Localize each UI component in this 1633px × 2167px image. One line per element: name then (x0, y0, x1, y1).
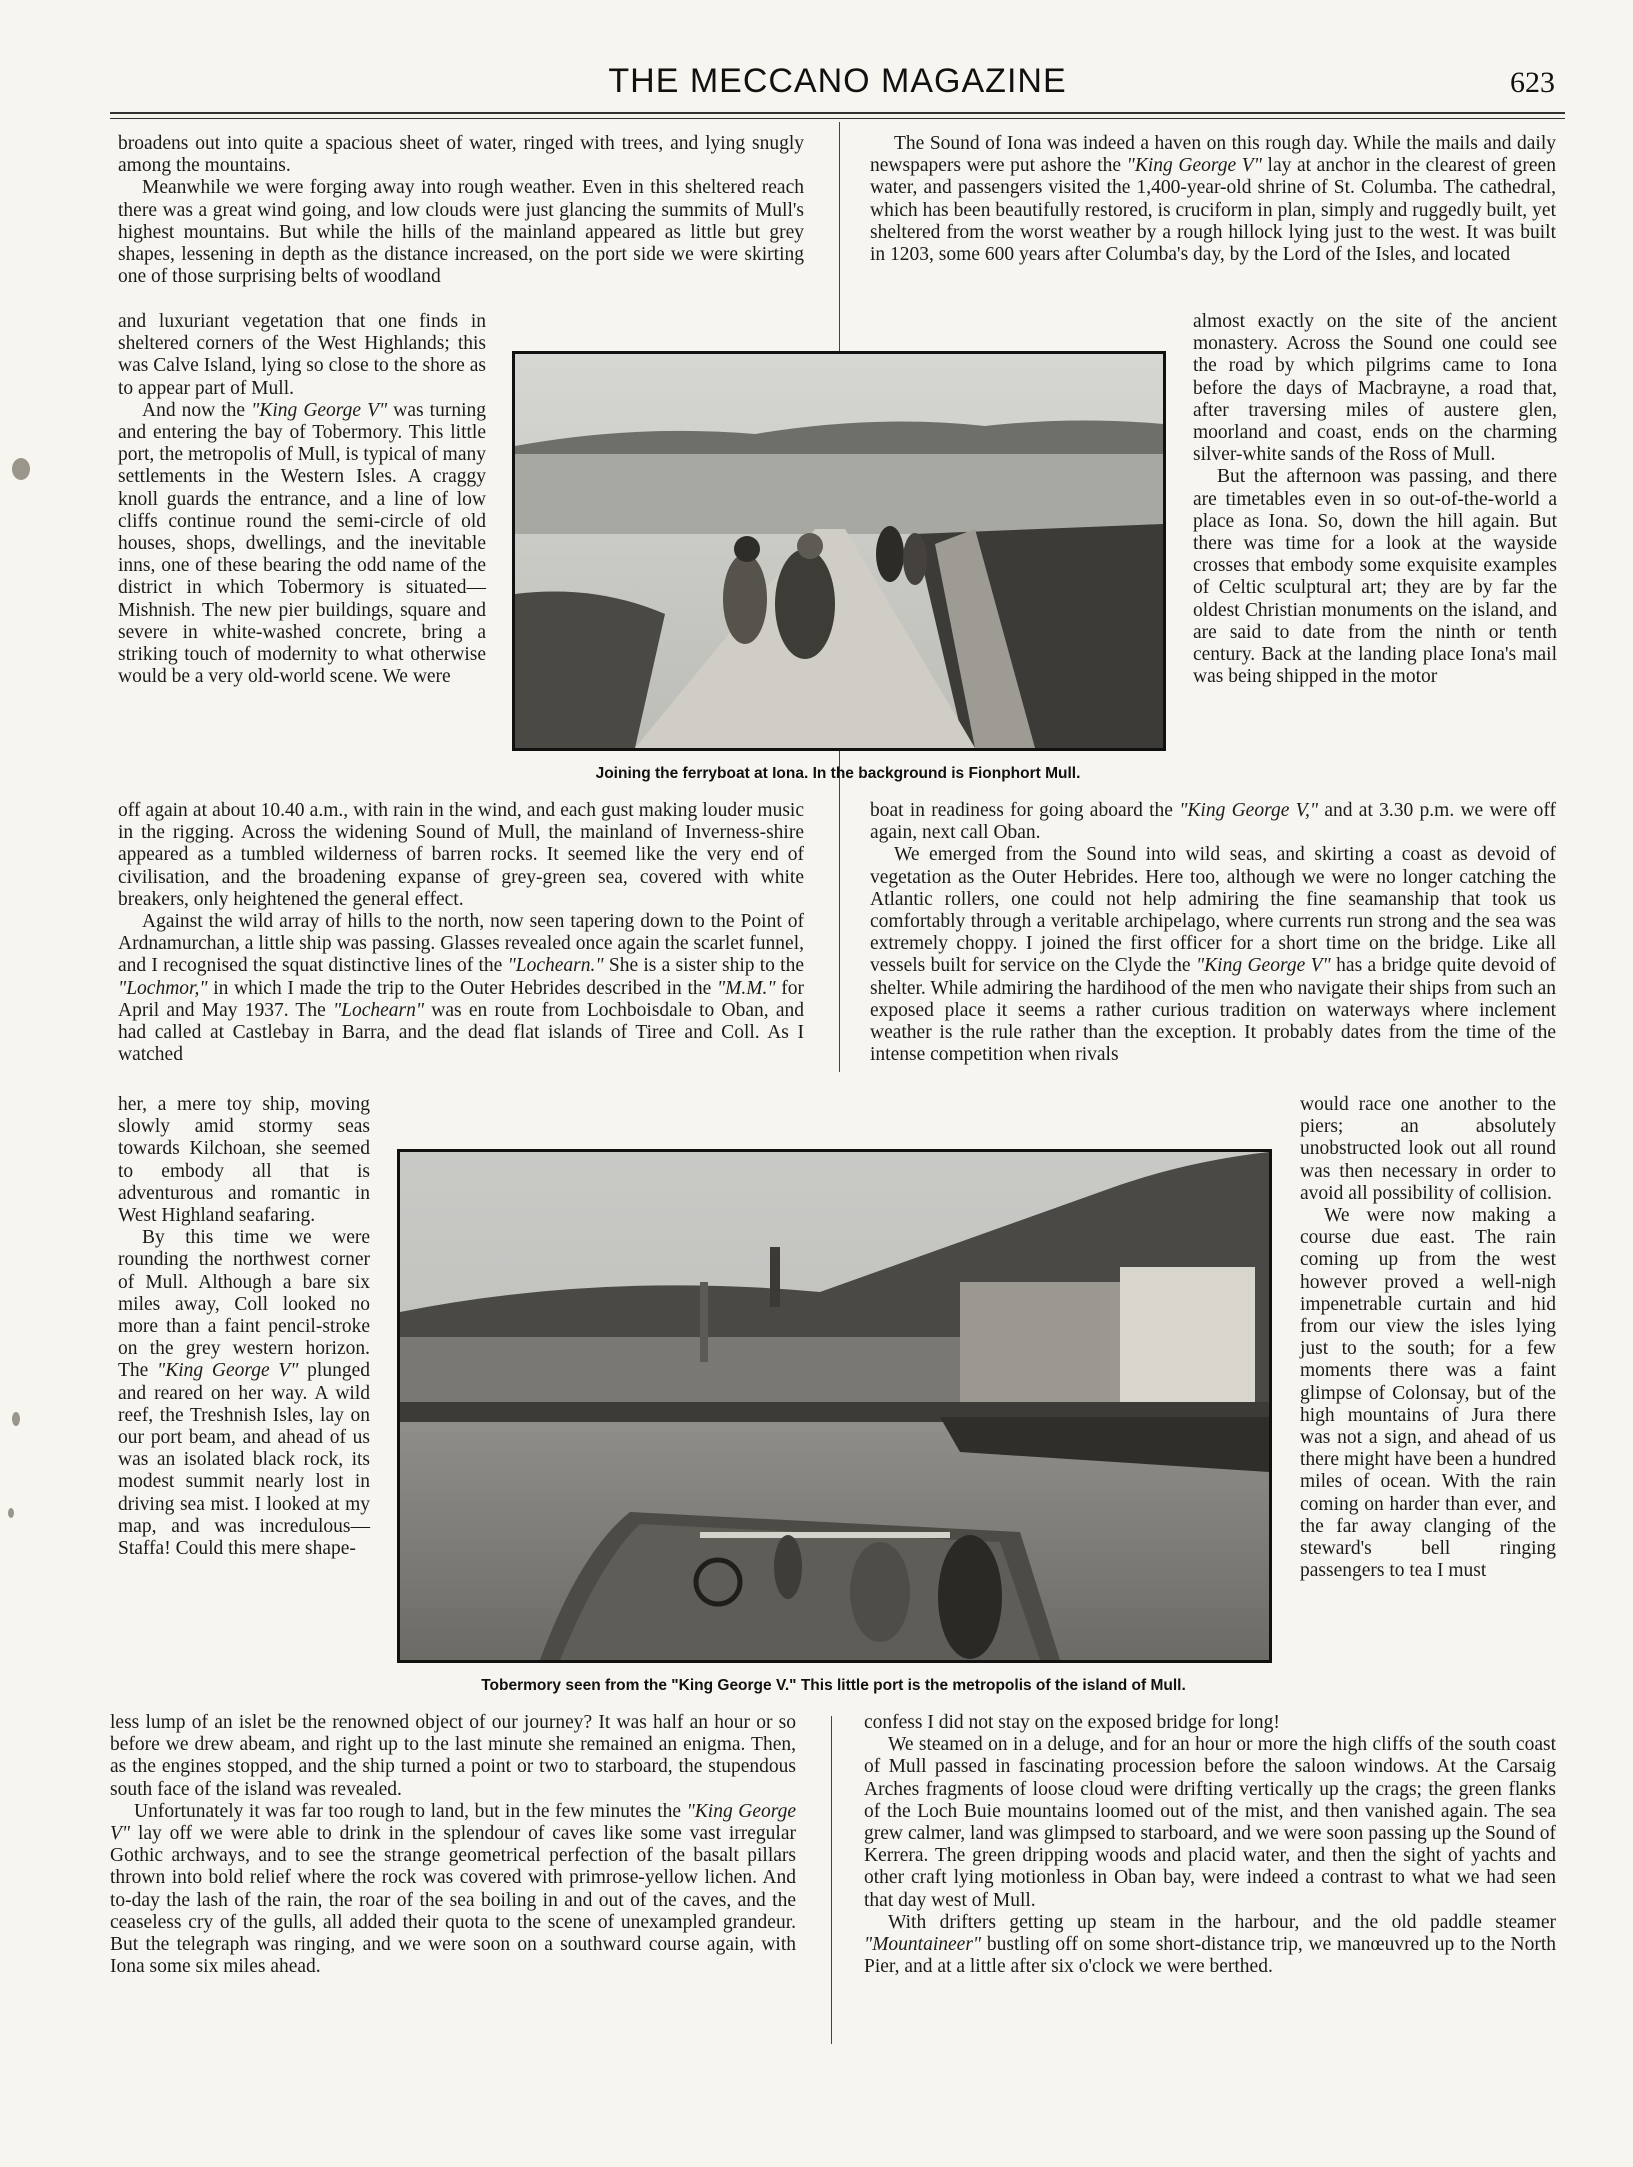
page-number: 623 (1510, 66, 1555, 99)
ship-name: "King George V" (157, 1360, 299, 1382)
paragraph: and luxuriant vegetation that one finds in sheltered corners of the West Highlands; this was Calve Island, lying so close to the shore as to appear part of Mull. (118, 311, 486, 399)
paragraph: would race one another to the piers; an absolutely unobstructed look out all round was then necessary in order to avoid all possibility of collision. (1300, 1094, 1556, 1204)
paragraph (118, 400, 486, 689)
paragraph: But the afternoon was passing, and there are timetables even in so out-of-the-world a place as Iona. So, down the hill again. But there was time for a look at the wayside crosses that embody some exquisite examples of Celtic sculptural art; they are by far the oldest Christian monuments on the island, and are said to date from the ninth or tenth century. Back at the landing place Iona's mail was being shipped in the motor (1193, 466, 1557, 688)
col1-top (118, 133, 804, 288)
paragraph (864, 1912, 1556, 1979)
paragraph (118, 911, 804, 1066)
text-run: The Sound of Iona was indeed a haven on this rough day. While the mails and daily newspapers were put ashore the (870, 133, 1556, 177)
paragraph: Meanwhile we were forging away into rough weather. Even in this sheltered reach there was a great wind going, and low clouds were just glancing the summits of Mull's highest mountains. But while the hills of the mainland appeared as little but grey shapes, lessening in depth as the distance increased, on the port side we were skirting one of those surprising belts of woodland (118, 177, 804, 288)
text-run: She is a sister ship to the (603, 955, 804, 977)
ship-name: "King George V" (251, 399, 388, 421)
masthead (110, 58, 1565, 108)
col2-narrow2 (1300, 1094, 1556, 1582)
paragraph: We were now making a course due east. The rain coming up from the west however proved a well-nigh impenetrable curtain and hid from our view the isles lying just to the south; for a few moments there was a faint glimpse of Colonsay, but of the high mountains of Jura there was not a sign, and ahead of us there might have been a hundred miles of ocean. With the rain coming on harder than ever, and the far away clanging of the steward's bell ringing passengers to tea I must (1300, 1205, 1556, 1582)
text-run: Against the wild array of hills to the north, now seen tapering down to the Point of Ardnamurchan, a little ship was passing. Glasses revealed once again the scarlet funnel, and I recognised the squat distinctive lines of the (118, 911, 804, 977)
text-run: for April and May 1937. The (118, 977, 804, 1021)
text-run: lay at anchor in the clearest of green water, and passengers visited the 1,400-year-old shrine of St. Columba. The cathedral, which has been beautifully restored, is cruciform in plan, simply and ruggedly built, yet sheltered from the worst weather by a rough hillock lying just to the west. It was built in 1203, some 600 years after Columba's day, by the Lord of the Isles, and located (870, 155, 1556, 266)
text-run: in which I made the trip to the Outer Hebrides described in the (207, 977, 717, 999)
col1-narrow (118, 311, 486, 688)
paragraph: almost exactly on the site of the ancient monastery. Across the Sound one could see the road by which pilgrims came to Iona before the days of Macbrayne, a road that, after traversing miles of austere glen, moorland and coast, ends on the charming silver-white sands of the Ross of Mull. (1193, 311, 1557, 466)
photo-tobermory (397, 1149, 1272, 1663)
ship-name: "Mountaineer" (864, 1934, 982, 1956)
text-run: was turning and entering the bay of Tobermory. This little port, the metropolis of Mull, is typical of many settlements in the Western Isles. A craggy knoll guards the entrance, and a line of low cliffs continue round the semi-circle of old houses, shops, dwellings, and the inevitable inns, one of these bearing the odd name of the district in which Tobermory is situated—Mishnish. The new pier buildings, square and severe in white-washed concrete, bring a striking touch of modernity to what otherwise would be a very old-world scene. We were (118, 399, 486, 688)
text-run: boat in readiness for going aboard the (870, 800, 1180, 821)
photo-iona-ferry (512, 351, 1166, 751)
photo2-caption: Tobermory seen from the "King George V." This little port is the metropolis of the island of Mull. (481, 1677, 1186, 1694)
col2-bottom (864, 1712, 1556, 1978)
col1-mid (118, 800, 804, 1066)
ship-name: "King George V" (110, 1800, 796, 1845)
paragraph: less lump of an islet be the renowned object of our journey? It was half an hour or so before we drew abeam, and right up to the last minute she remained an enigma. Then, as the engines stopped, and the ship turned a point or two to starboard, the stupendous south face of the island was revealed. (110, 1712, 796, 1800)
ship-name: "Lochearn." (507, 955, 604, 977)
ship-name: "King George V," (1179, 800, 1319, 821)
text-run: plunged and reared on her way. A wild reef, the Treshnish Isles, lay on our port beam, and ahead of us was an isolated black rock, its modest summit nearly lost in driving sea mist. I looked at my map, and was incredulous—Staffa! Could this mere shape- (118, 1360, 370, 1560)
paragraph (870, 844, 1556, 1066)
photo1-caption: Joining the ferryboat at Iona. In the background is Fionphort Mull. (595, 765, 1081, 782)
text-run: lay off we were able to drink in the splendour of caves like some vast irregular Gothic archways, and to see the strange geometrical perfection of the basalt pillars thrown into bold relief where the rock was covered with primrose-yellow lichen. And to-day the lash of the rain, the roar of the sea boiling in and out of the caves, and the ceaseless cry of the gulls, all added their quota to the scene of unexampled grandeur. But the telegraph was ringing, and we were soon on a southward course again, with Iona some six miles ahead. (110, 1823, 796, 1978)
text-run: By this time we were rounding the northwest corner of Mull. Although a bare six miles away, Coll looked no more than a faint pencil-stroke on the grey western horizon. The (118, 1227, 370, 1382)
column-divider-bottom (831, 1716, 832, 2044)
ship-name: "Lochearn" (332, 999, 425, 1021)
paragraph: her, a mere toy ship, moving slowly amid stormy seas towards Kilchoan, she seemed to embody all that is adventurous and romantic in West Highland seafaring. (118, 1094, 370, 1227)
paragraph (870, 800, 1556, 844)
col2-narrow (1193, 311, 1557, 688)
text-run: Unfortunately it was far too rough to land, but in the few minutes the (134, 1800, 687, 1822)
magazine-title: THE MECCANO MAGAZINE (608, 62, 1067, 100)
text-run: We emerged from the Sound into wild seas, and skirting a coast as devoid of vegetation as the Outer Hebrides. Here too, although we were no longer catching the Atlantic rollers, one could not help admiring the fine seamanship that took us comfortably through a veritable archipelago, where currents run strong and the sea was extremely choppy. I joined the first officer for a short time on the bridge. Like all vessels built for service on the Clyde the (870, 844, 1556, 977)
photo-tobermory-image (400, 1152, 1269, 1660)
ship-name: "King George V" (1126, 155, 1262, 177)
header-rule (110, 112, 1565, 114)
text-run: With drifters getting up steam in the harbour, and the old paddle steamer (888, 1911, 1556, 1933)
paragraph (118, 1227, 370, 1560)
margin-mark (12, 1412, 20, 1426)
col2-top (870, 133, 1556, 266)
margin-mark (8, 1508, 14, 1518)
text-run: And now the (142, 399, 252, 421)
ship-name: "Lochmor," (118, 977, 208, 999)
paragraph: broadens out into quite a spacious sheet of water, ringed with trees, and lying snugly among the mountains. (118, 133, 804, 177)
col1-narrow2 (118, 1094, 370, 1560)
text-run: was en route from Lochboisdale to Oban, and had called at Castlebay in Barra, and the dead flat islands of Tiree and Coll. As I watched (118, 999, 804, 1066)
paragraph (110, 1801, 796, 1979)
paragraph: off again at about 10.40 a.m., with rain in the wind, and each gust making louder music in the rigging. Across the widening Sound of Mull, the mainland of Inverness-shire appeared as a tumbled wilderness of barren rocks. It seemed like the very end of civilisation, and the broadening expanse of grey-green sea, covered with white breakers, only heightened the general effect. (118, 800, 804, 910)
photo-iona-ferry-image (515, 354, 1163, 748)
text-run: and at 3.30 p.m. we were off again, next call Oban. (870, 800, 1557, 844)
col1-bottom (110, 1712, 796, 1978)
magazine-abbrev: "M.M." (716, 977, 776, 999)
text-run: bustling off on some short-distance trip, we manœuvred up to the North Pier, and at a little after six o'clock we were berthed. (864, 1934, 1556, 1978)
margin-mark (12, 458, 30, 480)
ship-name: "King George V" (1195, 955, 1331, 977)
text-run: has a bridge quite devoid of shelter. While admiring the hardihood of the men who navigate their ships from such an exposed place it seems a rather curious tradition on waterways where inclement weather is the rule rather than the exception. It probably dates from the time of the intense competition when rivals (870, 955, 1556, 1066)
paragraph (870, 133, 1556, 266)
col2-mid (870, 800, 1556, 1066)
paragraph: We steamed on in a deluge, and for an hour or more the high cliffs of the south coast of Mull passed in fascinating procession before the saloon windows. At the Carsaig Arches fragments of loose cloud were drifting vertically up the crags; the green flanks of the Loch Buie mountains loomed out of the mist, and then vanished again. The sea grew calmer, land was glimpsed to starboard, and we were soon passing up the Sound of Kerrera. The green dripping woods and placid water, and then the sight of yachts and other craft lying motionless in Oban bay, were indeed a contrast to what we had seen that day west of Mull. (864, 1734, 1556, 1911)
paragraph: confess I did not stay on the exposed bridge for long! (864, 1712, 1280, 1733)
header-rule-thin (110, 118, 1565, 119)
